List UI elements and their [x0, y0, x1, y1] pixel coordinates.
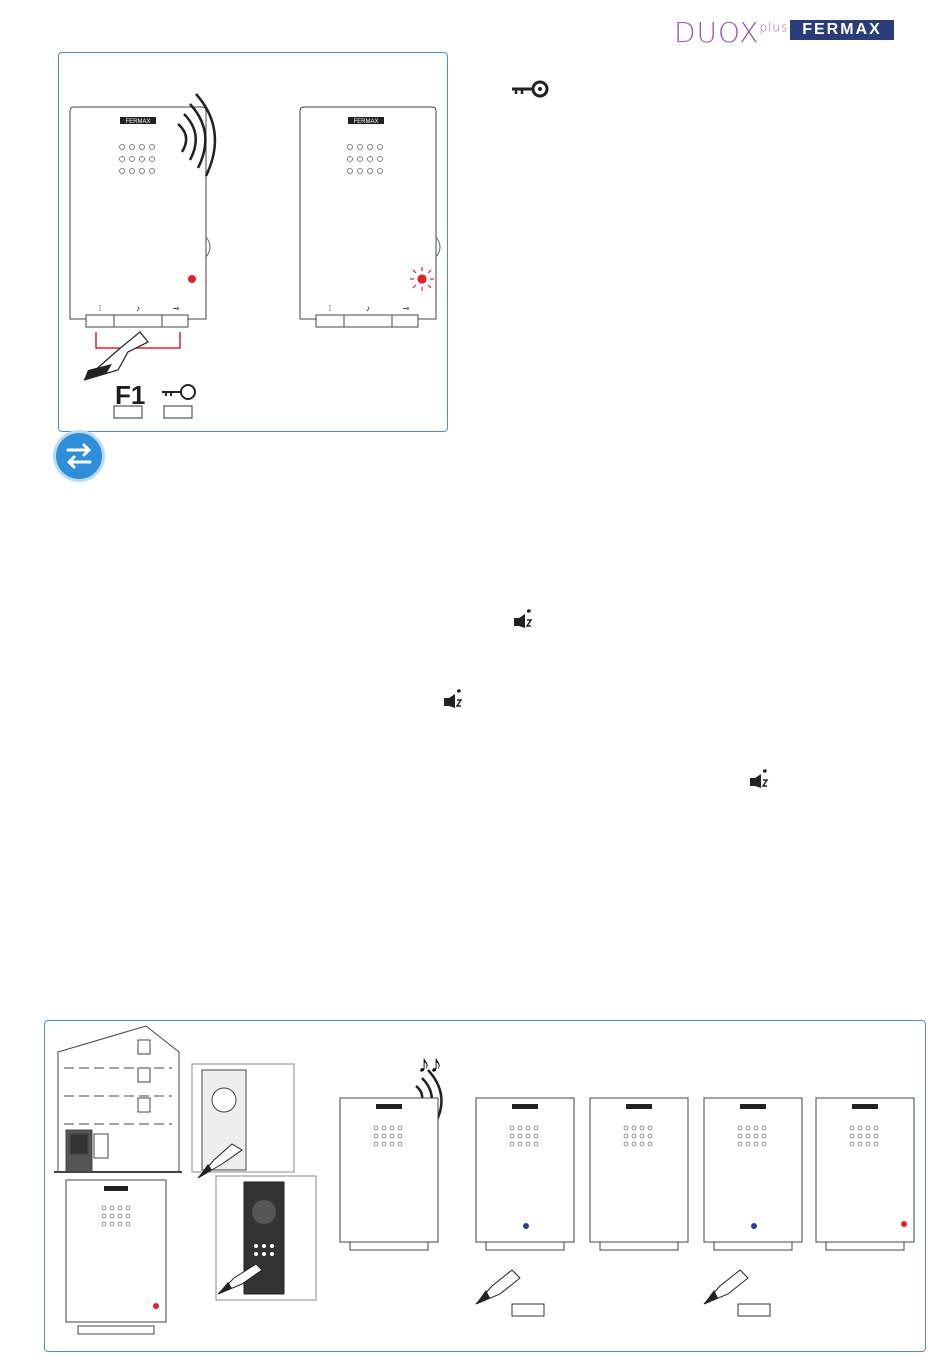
pointing-hand-icon — [84, 332, 148, 380]
intercom-call-icon — [748, 766, 770, 790]
key-icon — [162, 385, 195, 399]
svg-text:⊸: ⊸ — [172, 304, 180, 313]
f1-label: F1 — [115, 380, 146, 410]
led-blinking-icon — [410, 267, 434, 291]
fermax-logo: FERMAX — [790, 20, 894, 40]
pointing-hand-icon — [704, 1270, 748, 1304]
intercom-call-icon — [442, 686, 464, 710]
pointing-hand-icon — [476, 1270, 520, 1304]
monitor-ringing — [340, 1098, 438, 1250]
svg-text:⁞: ⁞ — [328, 304, 332, 313]
monitor-idle — [590, 1098, 688, 1250]
building-illustration — [54, 1026, 182, 1172]
label-box-2 — [164, 406, 192, 418]
intercom-call-icon — [512, 606, 534, 630]
label-box-3 — [512, 1304, 544, 1316]
door-panel-illustration — [192, 1064, 294, 1178]
monitor-standby — [816, 1098, 914, 1250]
keypad-panel-illustration — [216, 1176, 316, 1300]
monitor-right — [300, 107, 440, 327]
figure-1-illustration — [58, 52, 448, 432]
figure-2-illustration — [44, 1020, 926, 1354]
key-icon — [510, 78, 550, 100]
svg-text:⁞: ⁞ — [98, 304, 102, 313]
led-indicator — [188, 275, 196, 283]
monitor-left — [70, 107, 210, 327]
monitor-call-pressed — [476, 1098, 574, 1250]
svg-text:⊸: ⊸ — [402, 304, 410, 313]
monitor-small — [66, 1180, 166, 1334]
duox-plus-logo: $DUOX^{plus}$ — [674, 16, 789, 49]
monitor-brand-label: FERMAX — [125, 119, 151, 125]
svg-text:♪: ♪ — [366, 304, 370, 313]
svg-text:FERMAX: FERMAX — [353, 119, 379, 125]
music-note-icon: ♪♪ — [418, 1051, 442, 1078]
label-box-4 — [738, 1304, 770, 1316]
monitor-call-end — [704, 1098, 802, 1250]
swap-icon — [56, 433, 102, 479]
swap-button[interactable] — [56, 433, 102, 479]
svg-text:♪: ♪ — [136, 304, 140, 313]
